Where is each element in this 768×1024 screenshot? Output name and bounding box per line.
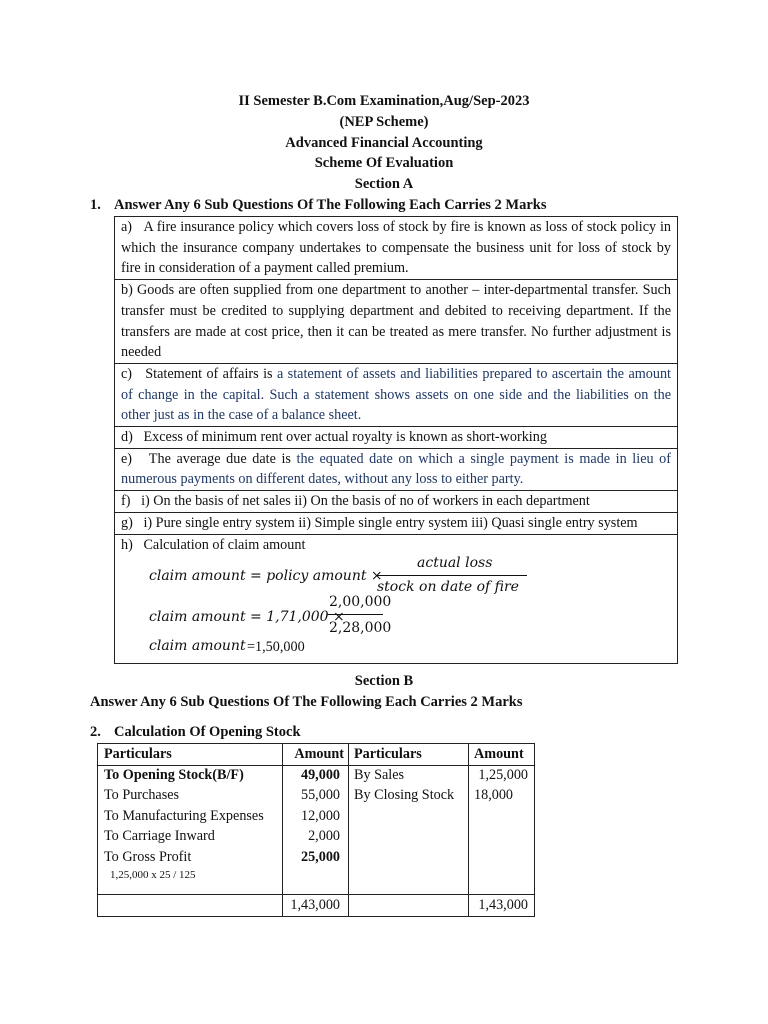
credit-item-label: By Sales xyxy=(354,767,405,783)
debit-item-amount: 12,000 xyxy=(300,808,340,824)
header-amount-right: Amount xyxy=(474,746,524,762)
header-particulars-left: Particulars xyxy=(104,746,172,762)
question-number: 1. xyxy=(90,197,101,213)
answer-a: a) A fire insurance policy which covers loss of stock by fire is known as loss of stock policy in which the insurance company undertakes to compensate the business unit for loss of stock by fire in consideration of a payment called premium. xyxy=(115,217,678,280)
answer-e xyxy=(115,448,678,490)
credit-item-amount: 18,000 xyxy=(474,787,514,803)
section-b-title: Section B xyxy=(354,673,414,689)
fraction-bar-values xyxy=(327,614,383,615)
answer-h-title: h) Calculation of claim amount xyxy=(121,536,306,553)
debit-item-label: To Carriage Inward xyxy=(104,828,215,844)
debit-item-amount: 25,000 xyxy=(300,849,340,865)
debit-total: 1,43,000 xyxy=(290,897,340,913)
answer-b: b) Goods are often supplied from one department to another – inter-departmental transfer. Such transfer must be credited to supplying department and debited to receiving department. If the transfers are made at cost price, then it can be treated as mere transfer. No further adjustment is needed xyxy=(115,280,678,364)
formula-result: =1,50,000 xyxy=(247,639,305,656)
debit-item-label: To Purchases xyxy=(104,787,180,803)
exam-title: II Semester B.Com Examination,Aug/Sep-2023 xyxy=(238,93,530,109)
answer-c xyxy=(115,363,678,426)
gross-profit-working: 1,25,000 x 25 / 125 xyxy=(110,869,196,881)
debit-item-label: To Gross Profit xyxy=(104,849,192,865)
formula-numerator-general: actual loss xyxy=(417,555,493,572)
debit-item-amount: 55,000 xyxy=(300,787,340,803)
answer-c-definition: a statement of assets and liabilities prepared to ascertain the amount of change in the capital xyxy=(121,365,672,403)
credit-item-label: By Closing Stock xyxy=(354,787,455,803)
section-a-title: Section A xyxy=(354,176,414,192)
answer-row-a xyxy=(115,217,678,280)
formula-denominator-general: stock on date of fire xyxy=(377,579,519,596)
answer-c-start: c) Statement of affairs is xyxy=(121,365,277,382)
document-type: Scheme Of Evaluation xyxy=(314,155,454,171)
answer-f: f) i) On the basis of net sales ii) On the basis of no of workers in each department xyxy=(115,491,678,513)
answer-row-f xyxy=(115,491,678,513)
formula-lhs-values: claim amount = 1,71,000 × xyxy=(149,609,345,626)
answer-e-start: e) The average due date is xyxy=(121,450,297,467)
section-b-instruction: Answer Any 6 Sub Questions Of The Following Each Carries 2 Marks xyxy=(90,694,523,710)
formula-lhs-general: claim amount = policy amount × xyxy=(149,568,383,585)
answer-h xyxy=(115,534,678,664)
formula-lhs-result: claim amount xyxy=(149,638,246,655)
debit-item-label: To Opening Stock(B/F) xyxy=(104,767,244,783)
header-particulars-right: Particulars xyxy=(354,746,422,762)
question-text: Answer Any 6 Sub Questions Of The Following Each Carries 2 Marks xyxy=(114,197,547,213)
answer-e-definition: the equated date on which a single payment is made in lieu of numerous payments on different dates, without any loss to either party. xyxy=(121,450,671,488)
scheme-name: (NEP Scheme) xyxy=(339,114,429,130)
question-2-heading xyxy=(90,722,301,742)
debit-item-label: To Manufacturing Expenses xyxy=(104,808,264,824)
answer-row-e xyxy=(115,448,678,490)
fraction-bar-general xyxy=(377,575,527,576)
question-text: Calculation Of Opening Stock xyxy=(114,724,301,740)
column-divider xyxy=(348,744,349,916)
formula-numerator-values: 2,00,000 xyxy=(329,594,392,611)
answer-row-h xyxy=(115,534,678,664)
answer-row-g xyxy=(115,512,678,534)
debit-item-amount: 49,000 xyxy=(300,767,340,783)
subject-title: Advanced Financial Accounting xyxy=(285,135,483,151)
credit-item-amount: 1,25,000 xyxy=(478,767,528,783)
answer-row-c xyxy=(115,363,678,426)
opening-stock-ledger xyxy=(97,743,535,917)
answer-row-d xyxy=(115,427,678,449)
answer-g: g) i) Pure single entry system ii) Simple single entry system iii) Quasi single entry system xyxy=(115,512,678,534)
question-1-heading xyxy=(90,195,547,215)
answer-c-rest: . Such a statement shows assets on one side and the liabilities on the other just as in the case of a balance sheet. xyxy=(121,386,672,424)
answer-row-b xyxy=(115,280,678,364)
formula-denominator-values: 2,28,000 xyxy=(329,620,392,637)
answer-d: d) Excess of minimum rent over actual royalty is known as short-working xyxy=(115,427,678,449)
claim-formula xyxy=(121,555,671,663)
header-amount-left: Amount xyxy=(294,746,344,762)
question-number: 2. xyxy=(90,724,101,740)
credit-total: 1,43,000 xyxy=(478,897,528,913)
section-a-answers-table xyxy=(114,216,678,664)
debit-item-amount: 2,000 xyxy=(308,828,340,844)
